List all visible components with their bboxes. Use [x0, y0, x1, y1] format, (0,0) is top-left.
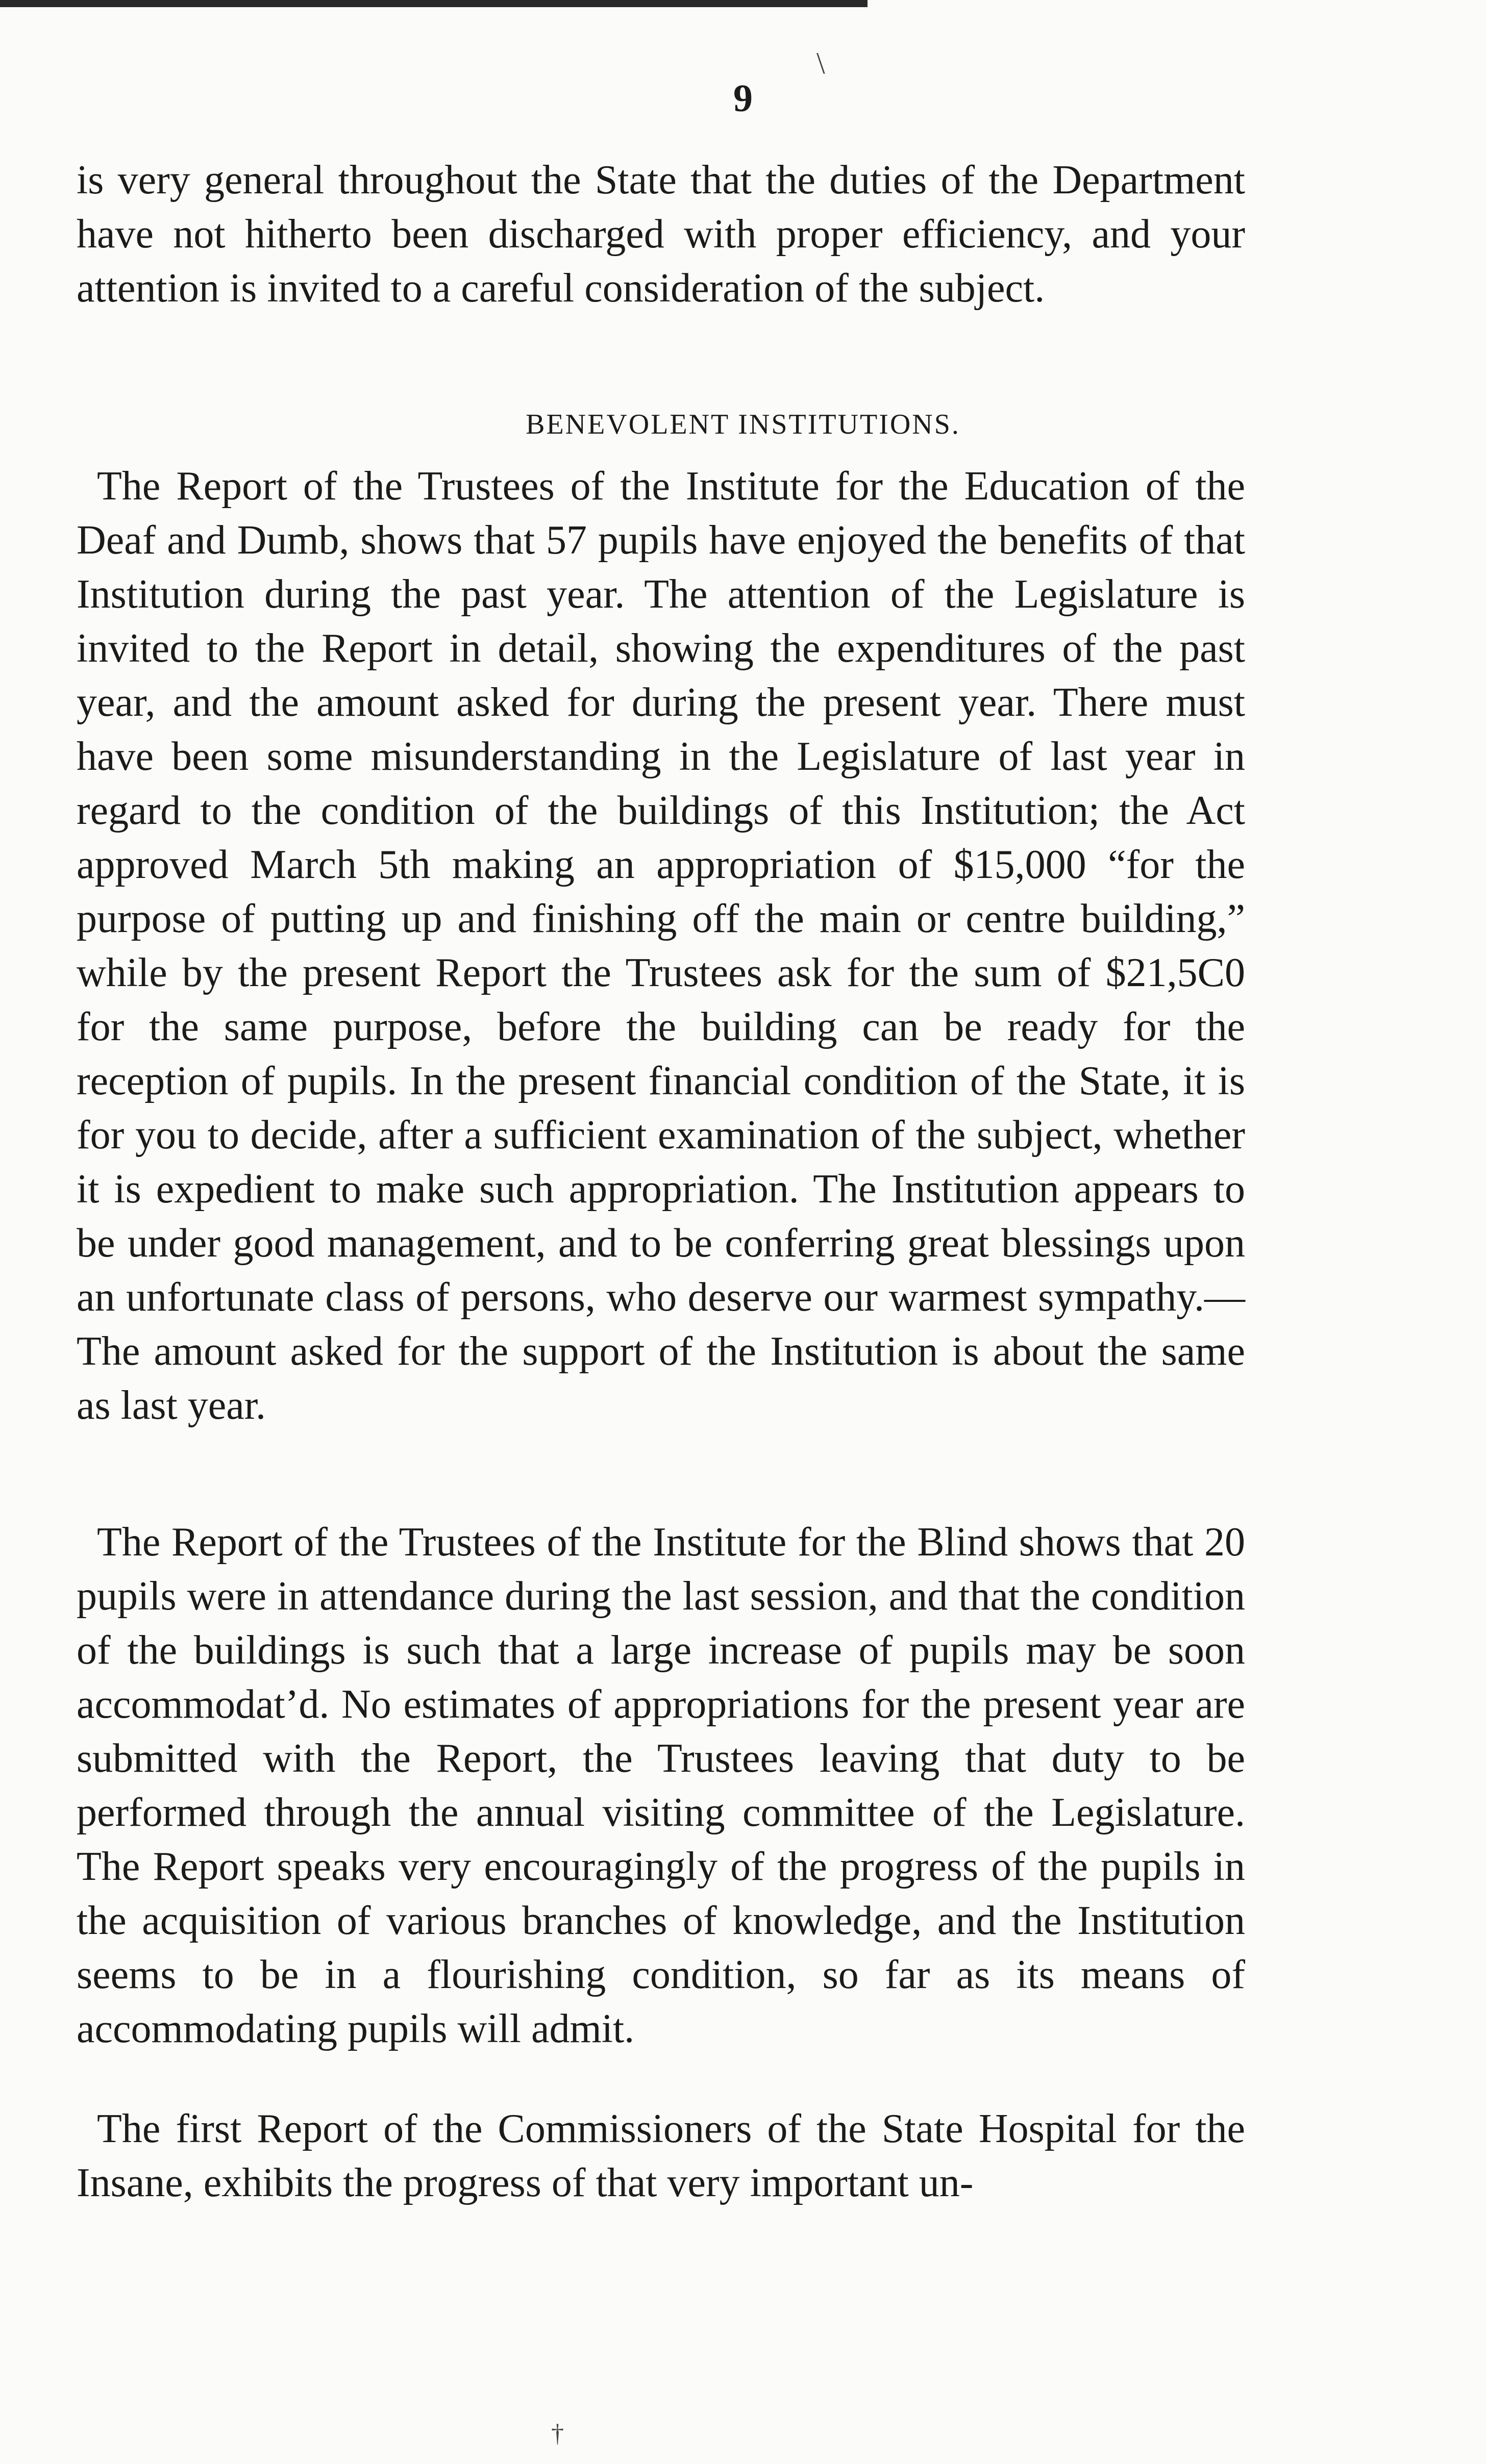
paragraph-blind: The Report of the Trustees of the Institute for the Blind shows that 20 pupils were in attendance during the last session, and that the condition of the buildings is such that a large increase of pupils may be soon accommodat’d. No estimates of appropriations for the present year are submitted with the Report, the Trustees leaving that duty to be performed through the annual visiting committee of the Legislature. The Report speaks very encouragingly of the progress of the pupils in the acquisition of various branches of knowledge, and the Institution seems to be in a flourishing condition, so far as its means of accommodating pupils will admit.	[77, 1520, 1245, 2051]
scan-speck: †	[551, 2419, 564, 2447]
scan-speck: \	[816, 46, 825, 80]
paragraph-state-hospital: The first Report of the Commissioners of the State Hospital for the Insane, exhibits the progress of that very important un-	[77, 2106, 1245, 2205]
paragraph-continuation: is very general throughout the State that the duties of the Department have not hitherto been discharged with proper efficiency, and your attention is invited to a careful consideration of the subject.	[77, 158, 1245, 311]
paragraph-deaf-and-dumb: The Report of the Trustees of the Institute for the Education of the Deaf and Dumb, shows that 57 pupils have enjoyed the benefits of that Institution during the past year. The attention of the Legislature is invited to the Report in detail, showing the expenditures of the past year, and the amount asked for during the present year. There must have been some misunderstanding in the Legislature of last year in regard to the condition of the buildings of this Institution; the Act approved March 5th making an appropriation of $15,000 “for the purpose of putting up and finishing off the main or centre building,” while by the present Report the Trustees ask for the sum of $21,5C0 for the same purpose, before the building can be ready for the reception of pupils. In the present financial condition of the State, it is for you to decide, after a sufficient examination of the subject, whether it is expedient to make such appropriation. The Institution appears to be under good management, and to be conferring great blessings upon an unfortunate class of persons, who deserve our warmest sympathy.— The amount asked for the support of the Institution is about the same as last year.	[77, 464, 1245, 1428]
top-border-rule	[0, 0, 868, 7]
page-number: 9	[733, 77, 753, 120]
section-heading: BENEVOLENT INSTITUTIONS.	[526, 409, 960, 440]
